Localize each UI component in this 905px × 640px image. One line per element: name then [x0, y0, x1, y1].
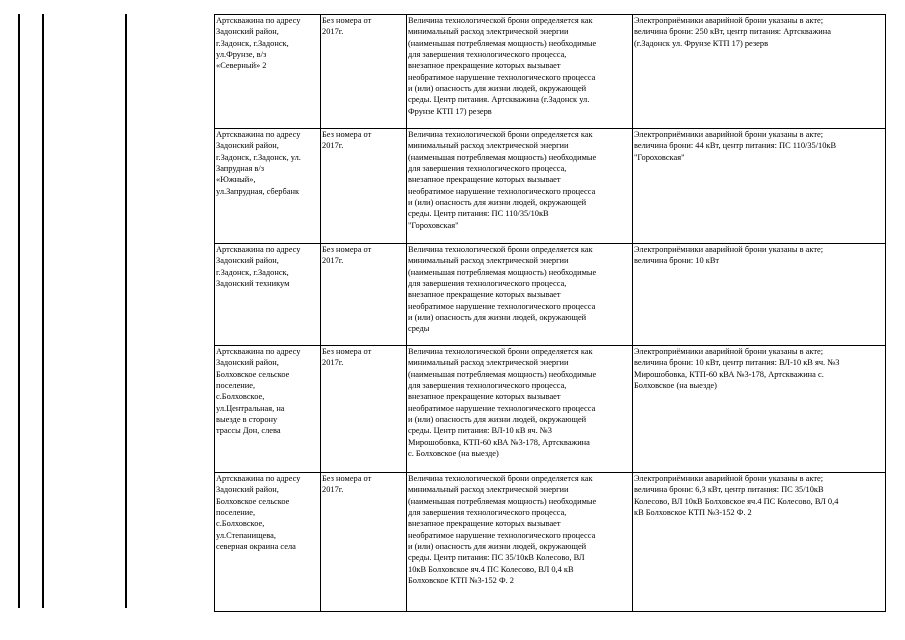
- description-cell: Величина технологической брони определяется как минимальный расход электрической энергии (наименьшая потребляемая мощность) необходимые для завершения технологического процесса, внезапное прекращение которых вызывает необратимое нарушение технологического процесса и (или) опасность для жизни людей, окружающей среды. Центр питания: ПС 110/35/10кВ "Гороховская": [407, 129, 633, 244]
- note-cell: Электроприёмники аварийной брони указаны в акте; величина брони: 10 кВт, центр питания: ВЛ-10 кВ яч. №3 Мирошобовка, КТП-60 кВА №3-178, Артскважина с. Болховское (на выезде): [633, 346, 886, 473]
- left-column-border-3: [125, 14, 127, 608]
- left-column-border-1: [18, 14, 20, 608]
- note-cell: Электроприёмники аварийной брони указаны в акте; величина брони: 10 кВт: [633, 244, 886, 346]
- object-cell: Артскважина по адресу Задонский район, г.Задонск, г.Задонск, ул. Запрудная в/з «Южный», ул.Запрудная, сбербанк: [215, 129, 321, 244]
- object-cell: Артскважина по адресу Задонский район, Болховское сельское поселение, с.Болховское, ул.Центральная, на выезде в сторону трассы Дон, слева: [215, 346, 321, 473]
- description-cell: Величина технологической брони определяется как минимальный расход электрической энергии (наименьшая потребляемая мощность) необходимые для завершения технологического процесса, внезапное прекращение которых вызывает необратимое нарушение технологического процесса и (или) опасность для жизни людей, окружающей среды. Центр питания: ВЛ-10 кВ яч. №3 Мирошобовка, КТП-60 кВА №3-178, Артскважина с. Болховское (на выезде): [407, 346, 633, 473]
- note-cell: Электроприёмники аварийной брони указаны в акте; величина брони: 44 кВт, центр питания: ПС 110/35/10кВ "Гороховская": [633, 129, 886, 244]
- table-row: [215, 15, 886, 129]
- reserve-table: [214, 14, 886, 612]
- object-cell: Артскважина по адресу Задонский район, Болховское сельское поселение, с.Болховское, ул.Степанищева, северная окраина села: [215, 473, 321, 612]
- table-row: [215, 244, 886, 346]
- document-cell: Без номера от 2017г.: [321, 15, 407, 129]
- table-row: [215, 473, 886, 612]
- description-cell: Величина технологической брони определяется как минимальный расход электрической энергии (наименьшая потребляемая мощность) необходимые для завершения технологического процесса, внезапное прекращение которых вызывает необратимое нарушение технологического процесса и (или) опасность для жизни людей, окружающей среды. Центр питания. Артскважина (г.Задонск ул. Фрунзе КТП 17) резерв: [407, 15, 633, 129]
- description-cell: Величина технологической брони определяется как минимальный расход электрической энергии (наименьшая потребляемая мощность) необходимые для завершения технологического процесса, внезапное прекращение которых вызывает необратимое нарушение технологического процесса и (или) опасность для жизни людей, окружающей среды: [407, 244, 633, 346]
- object-cell: Артскважина по адресу Задонский район, г.Задонск, г.Задонск, ул.Фрунзе, в/з «Северный» 2: [215, 15, 321, 129]
- note-cell: Электроприёмники аварийной брони указаны в акте; величина брони: 6,3 кВт, центр питания: ПС 35/10кВ Колесово, ВЛ 10кВ Болховское яч.4 ПС Колесово, ВЛ 0,4 кВ Болховское КТП №3-152 Ф. 2: [633, 473, 886, 612]
- object-cell: Артскважина по адресу Задонский район, г.Задонск, г.Задонск, Задонский техникум: [215, 244, 321, 346]
- description-cell: Величина технологической брони определяется как минимальный расход электрической энергии (наименьшая потребляемая мощность) необходимые для завершения технологического процесса, внезапное прекращение которых вызывает необратимое нарушение технологического процесса и (или) опасность для жизни людей, окружающей среды. Центр питания: ПС 35/10кВ Колесово, ВЛ 10кВ Болховское яч.4 ПС Колесово, ВЛ 0,4 кВ Болховское КТП №3-152 Ф. 2: [407, 473, 633, 612]
- document-cell: Без номера от 2017г.: [321, 346, 407, 473]
- table-row: [215, 346, 886, 473]
- table-row: [215, 129, 886, 244]
- document-cell: Без номера от 2017г.: [321, 244, 407, 346]
- left-column-border-2: [42, 14, 44, 608]
- note-cell: Электроприёмники аварийной брони указаны в акте; величина брони: 250 кВт, центр питания: Артскважина (г.Задонск ул. Фрунзе КТП 17) резерв: [633, 15, 886, 129]
- document-cell: Без номера от 2017г.: [321, 473, 407, 612]
- document-cell: Без номера от 2017г.: [321, 129, 407, 244]
